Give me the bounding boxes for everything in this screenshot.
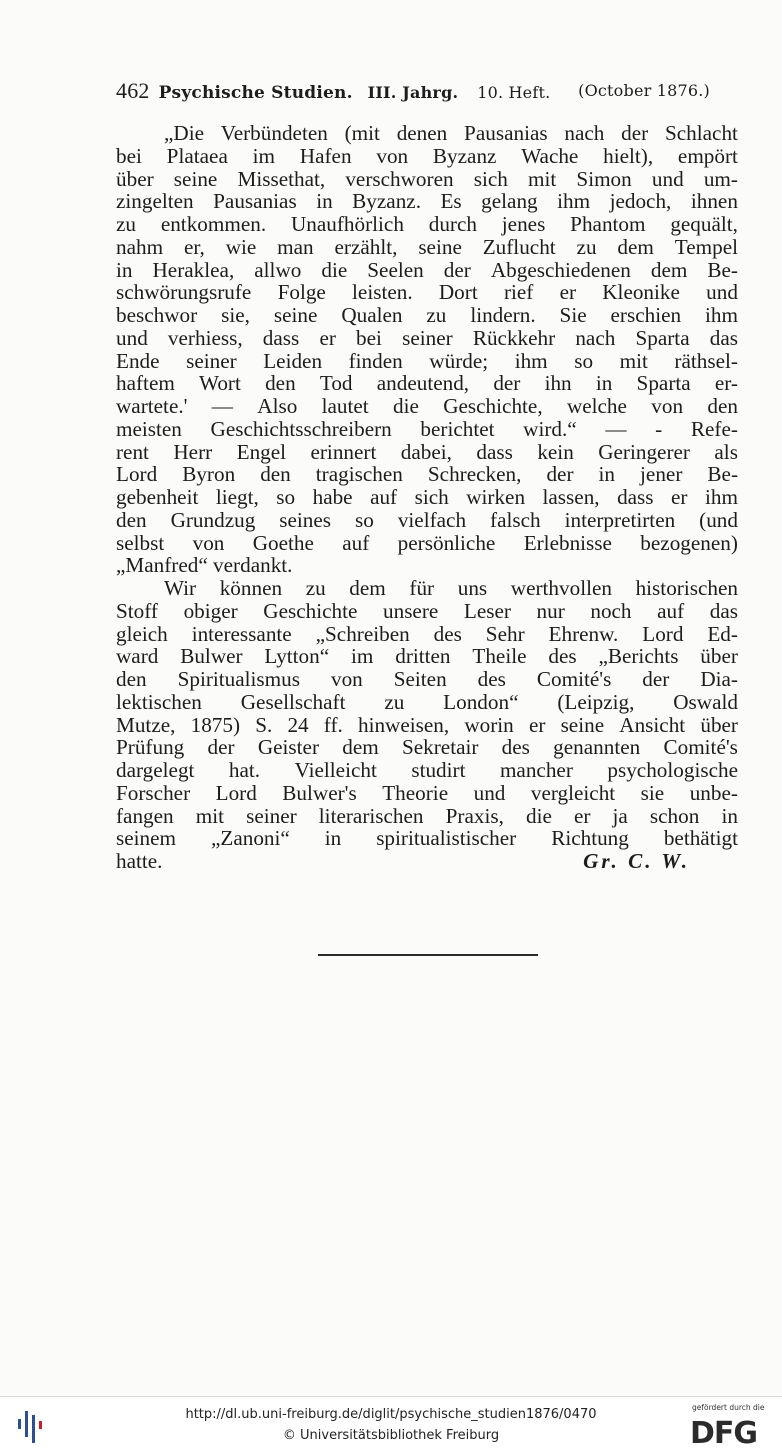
viewer-footer bbox=[0, 1396, 782, 1451]
page-number: 462 bbox=[116, 78, 150, 103]
text-line: Lord Byron den tragischen Schrecken, der in jener Be- bbox=[116, 462, 738, 487]
issue-label: 10. Heft. bbox=[477, 83, 551, 102]
text-line: bei Plataea im Hafen von Byzanz Wache hielt), empört bbox=[116, 143, 738, 168]
text-line: rent Herr Engel erinnert dabei, dass kein Geringerer als bbox=[116, 439, 738, 464]
text-line: gebenheit liegt, so habe auf sich wirken lassen, dass er ihm bbox=[116, 485, 738, 509]
text-line: „Manfred“ verdankt. bbox=[116, 553, 293, 578]
article-body bbox=[116, 122, 738, 873]
paragraph-bulwer bbox=[116, 577, 738, 873]
copyright-notice: © Universitätsbibliothek Freiburg bbox=[282, 1428, 500, 1443]
text-line: in Heraklea, allwo die Seelen der Abgeschiedenen dem Be- bbox=[116, 257, 738, 282]
text-line: zingelten Pausanias in Byzanz. Es gelang ihm jedoch, ihnen bbox=[116, 189, 738, 214]
dfg-funding-logo bbox=[690, 1401, 774, 1447]
text-line: schwörungsrufe Folge leisten. Dort rief er Kleonike und bbox=[116, 280, 738, 305]
text-line-content: hatte. bbox=[116, 849, 163, 873]
paragraph-pausanias bbox=[116, 122, 738, 577]
text-line: gleich interessante „Schreiben des Sehr Ehrenw. Lord Ed- bbox=[116, 621, 738, 646]
text-line: wartete.' — Also lautet die Geschichte, welche von den bbox=[116, 394, 738, 418]
text-line: seinem „Zanoni“ in spiritualistischer Richtung bethätigt bbox=[116, 826, 738, 851]
text-line bbox=[116, 850, 738, 873]
text-line: Mutze, 1875) S. 24 ff. hinweisen, worin er seine Ansicht über bbox=[116, 712, 738, 737]
text-line: nahm er, wie man erzählt, seine Zuflucht zu dem Tempel bbox=[116, 234, 738, 259]
text-line: dargelegt hat. Vielleicht studirt mancher psychologische bbox=[116, 758, 738, 782]
dfg-tagline: gefördert durch die bbox=[692, 1403, 765, 1412]
text-line: „Die Verbündeten (mit denen Pausanias nach der Schlacht bbox=[164, 121, 738, 145]
text-line: Prüfung der Geister dem Sekretair des genannten Comité's bbox=[116, 735, 738, 760]
text-line: ward Bulwer Lytton“ im dritten Theile des „Berichts über bbox=[116, 644, 738, 669]
text-line: haftem Wort den Tod andeutend, der ihn in Sparta er- bbox=[116, 371, 738, 396]
text-line: Wir können zu dem für uns werthvollen historischen bbox=[164, 576, 738, 600]
text-line: den Spiritualismus von Seiten des Comité's der Dia- bbox=[116, 667, 738, 691]
permalink-url[interactable]: http://dl.ub.uni-freiburg.de/diglit/psychische_studien1876/0470 bbox=[185, 1407, 597, 1422]
text-line: Forscher Lord Bulwer's Theorie und vergleicht sie unbe- bbox=[116, 780, 738, 805]
text-line: lektischen Gesellschaft zu London“ (Leipzig, Oswald bbox=[116, 689, 738, 714]
volume-label: III. Jahrg. bbox=[367, 83, 459, 102]
text-line: selbst von Goethe auf persönliche Erlebnisse bezogenen) bbox=[116, 530, 738, 555]
journal-title: Psychische Studien. bbox=[158, 83, 353, 103]
issue-date: (October 1876.) bbox=[578, 81, 710, 100]
text-line: Ende seiner Leiden finden würde; ihm so mit räthsel- bbox=[116, 348, 738, 373]
running-header bbox=[116, 78, 710, 104]
text-line: Stoff obiger Geschichte unsere Leser nur noch auf das bbox=[116, 598, 738, 623]
author-signature: Gr. C. W. bbox=[583, 849, 690, 873]
text-line: beschwor sie, seine Qualen zu lindern. Sie erschien ihm bbox=[116, 303, 738, 327]
section-divider bbox=[318, 954, 538, 956]
text-line: zu entkommen. Unaufhörlich durch jenes Phantom gequält, bbox=[116, 212, 738, 236]
text-line: und verhiess, dass er bei seiner Rückkehr nach Sparta das bbox=[116, 325, 738, 350]
dfg-logo-text: DFG bbox=[690, 1416, 758, 1447]
text-line: meisten Geschichtsschreibern berichtet wird.“ — - Refe- bbox=[116, 416, 738, 441]
text-line: den Grundzug seines so vielfach falsch interpretirten (und bbox=[116, 507, 738, 532]
text-line: fangen mit seiner literarischen Praxis, die er ja schon in bbox=[116, 803, 738, 828]
text-line: über seine Missethat, verschworen sich mit Simon und um- bbox=[116, 166, 738, 191]
